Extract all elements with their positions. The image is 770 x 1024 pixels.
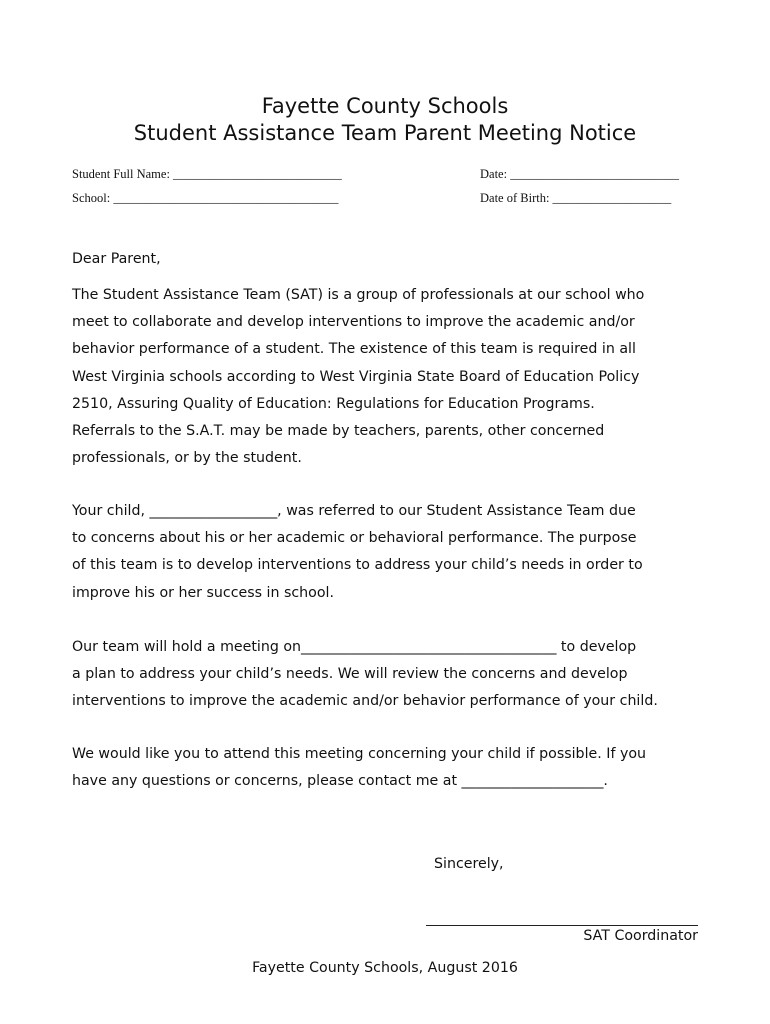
title-line-2: Student Assistance Team Parent Meeting Notice	[133, 121, 637, 145]
paragraph-line: 2510, Assuring Quality of Education: Regulations for Education Programs.	[72, 395, 595, 412]
paragraph-line: West Virginia schools according to West Virginia State Board of Education Policy	[72, 368, 640, 385]
date-of-birth-field[interactable]: Date of Birth: ___________________	[480, 191, 672, 205]
date-field[interactable]: Date: ___________________________	[480, 167, 679, 181]
paragraph-sat-description	[72, 282, 712, 472]
paragraph-line: Your child, __________________, was referred to our Student Assistance Team due	[72, 503, 636, 519]
greeting: Dear Parent,	[72, 251, 161, 267]
paragraph-referral	[72, 498, 712, 607]
paragraph-contact	[72, 741, 712, 795]
paragraph-line: The Student Assistance Team (SAT) is a group of professionals at our school who	[72, 287, 645, 303]
closing: Sincerely,	[434, 856, 504, 872]
paragraph-line: Referrals to the S.A.T. may be made by teachers, parents, other concerned	[72, 422, 605, 439]
footer: Fayette County Schools, August 2016	[252, 960, 518, 976]
paragraph-line: of this team is to develop interventions to address your child’s needs in order to	[72, 557, 643, 574]
paragraph-line: We would like you to attend this meeting concerning your child if possible. If you	[72, 746, 647, 762]
paragraph-line: improve his or her success in school.	[72, 584, 334, 601]
student-name-field[interactable]: Student Full Name: ___________________________	[72, 167, 342, 181]
paragraph-line: a plan to address your child’s needs. We will review the concerns and develop	[72, 666, 628, 683]
title-line-1: Fayette County Schools	[261, 94, 509, 118]
paragraph-line: meet to collaborate and develop interventions to improve the academic and/or	[72, 314, 635, 331]
paragraph-line: behavior performance of a student. The existence of this team is required in all	[72, 341, 636, 358]
paragraph-line: interventions to improve the academic and/or behavior performance of your child.	[72, 693, 658, 710]
paragraph-meeting	[72, 634, 712, 716]
paragraph-line: have any questions or concerns, please contact me at ____________________.	[72, 773, 608, 790]
paragraph-line: to concerns about his or her academic or behavioral performance. The purpose	[72, 530, 637, 547]
paragraph-line: Our team will hold a meeting on____________________________________ to develop	[72, 639, 637, 655]
school-field[interactable]: School: ____________________________________	[72, 191, 339, 205]
paragraph-line: professionals, or by the student.	[72, 450, 302, 467]
signature-title: SAT Coordinator	[583, 928, 698, 944]
